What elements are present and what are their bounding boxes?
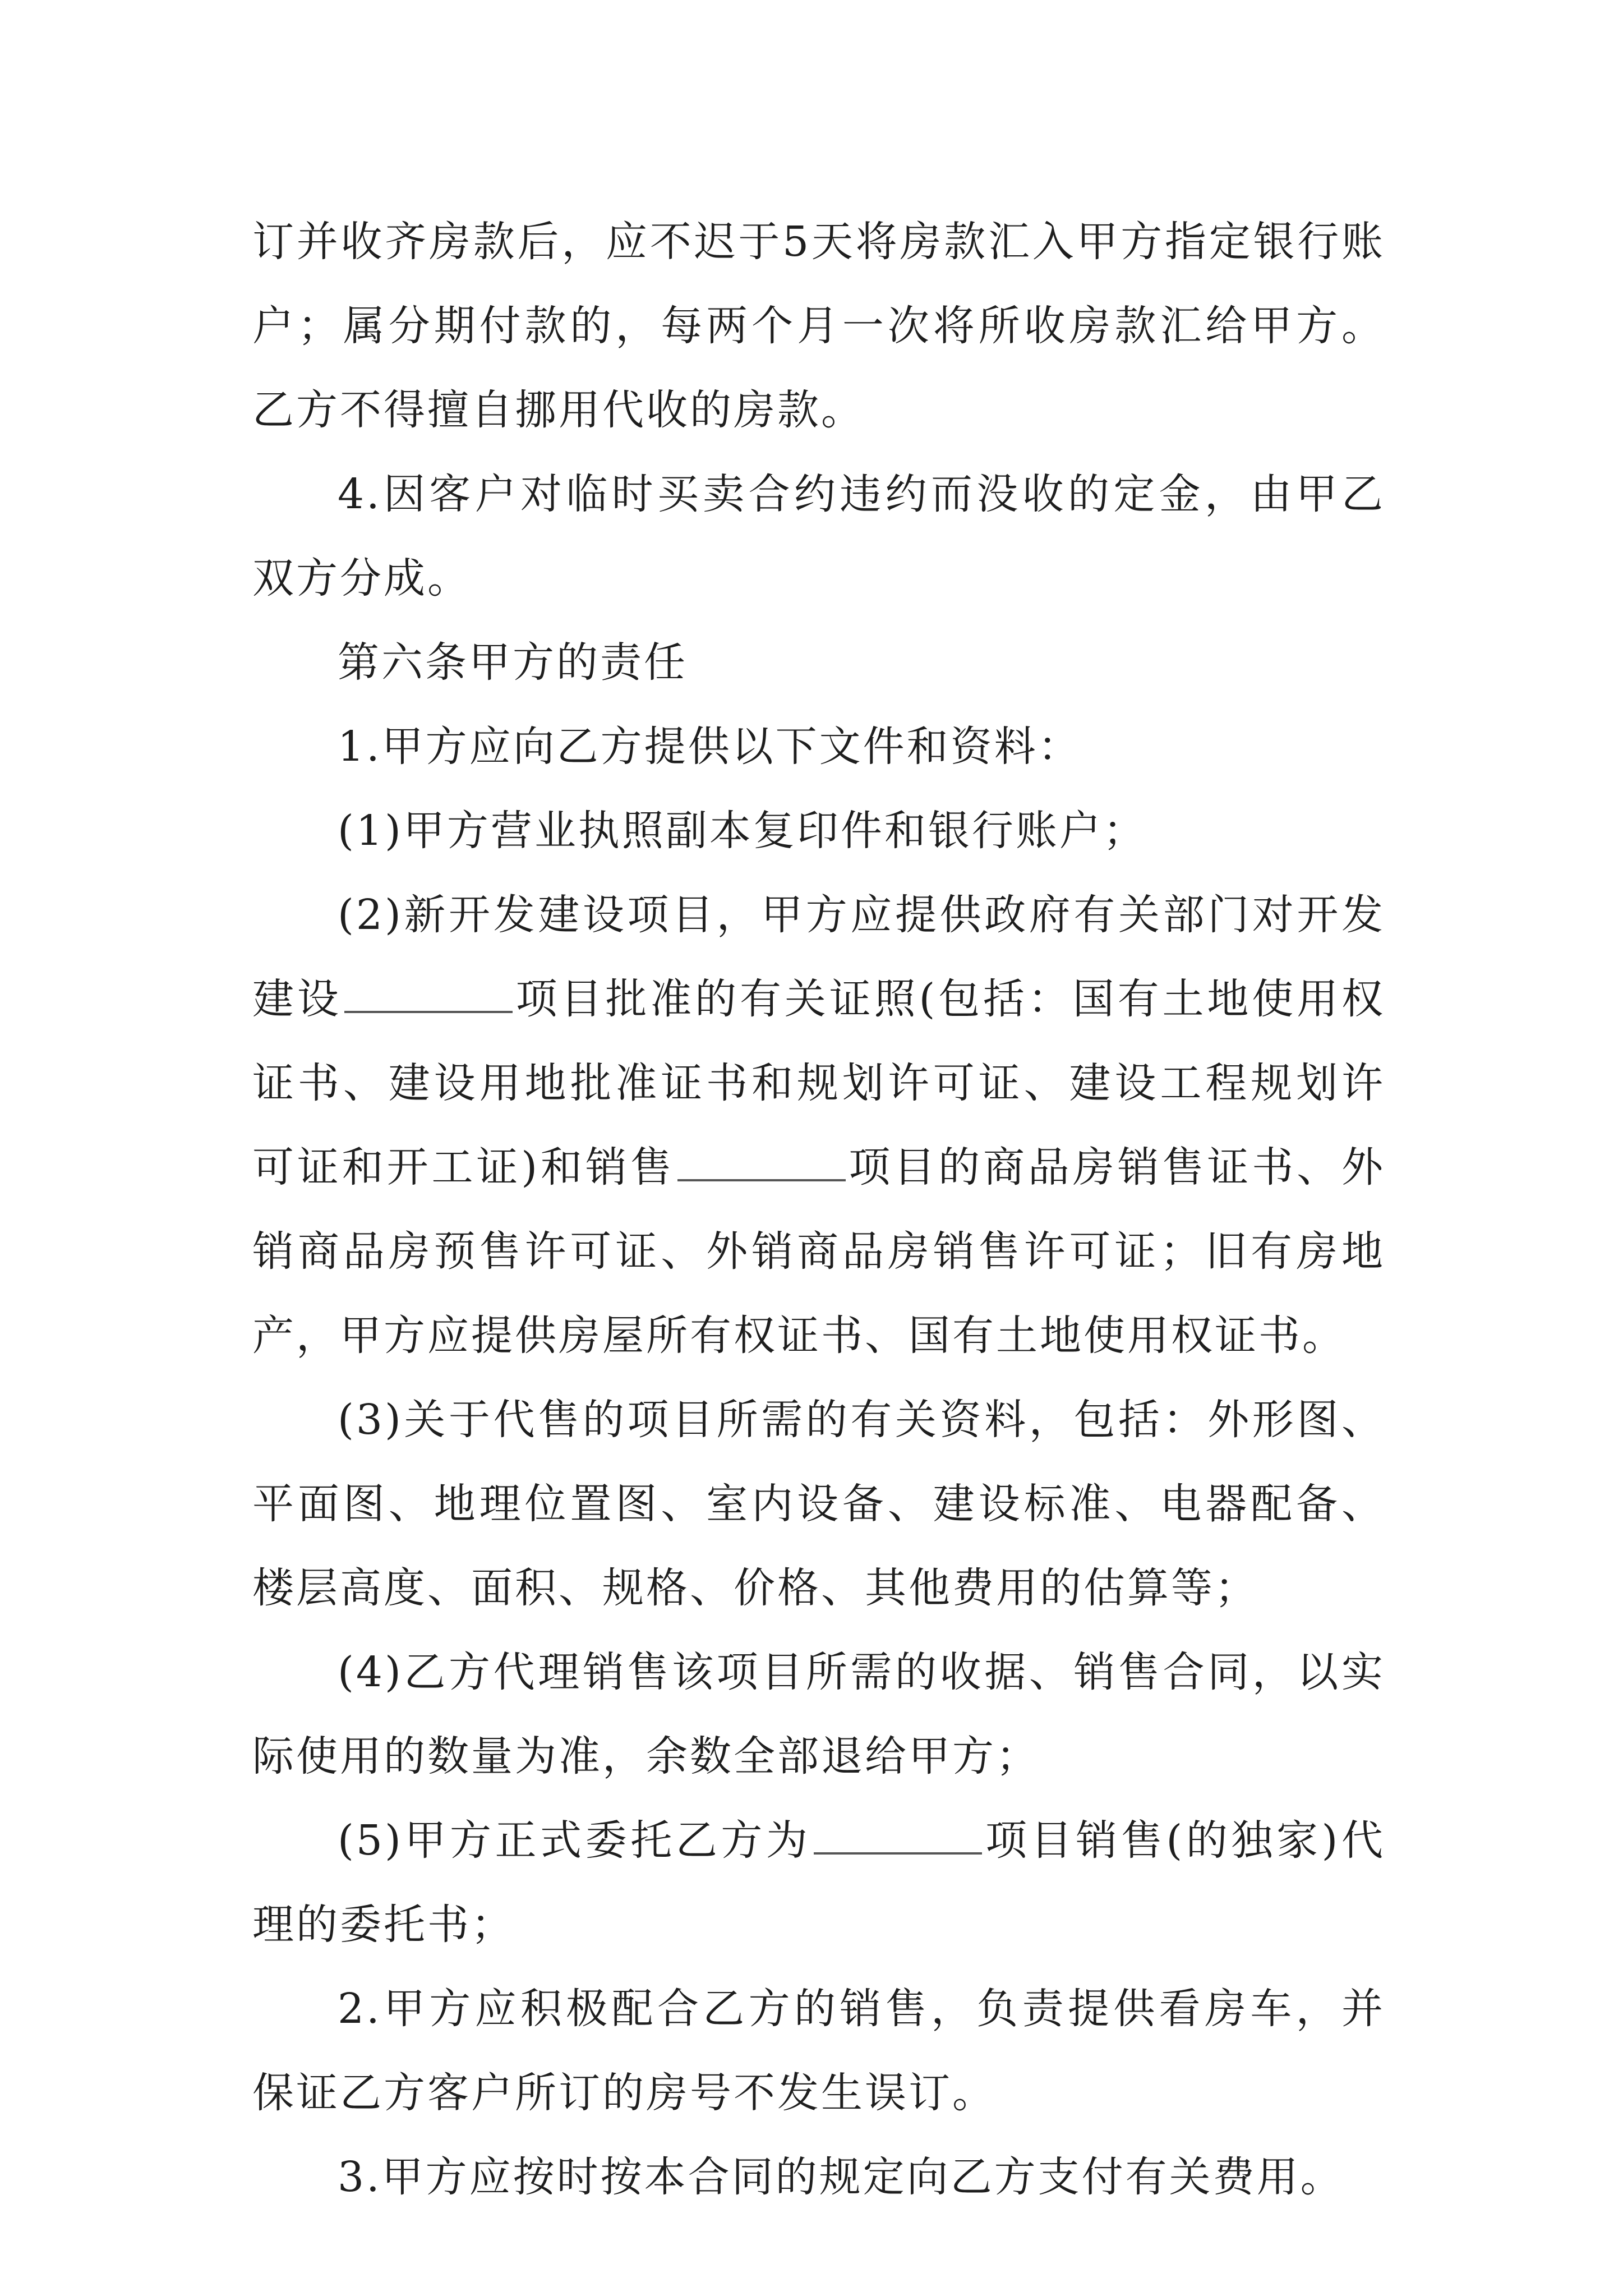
list-item-3 <box>252 1378 1385 1630</box>
paragraph-cooperate-sales <box>252 1967 1385 2135</box>
paragraph-documents-list <box>252 705 1385 789</box>
list-item-1 <box>252 789 1385 873</box>
paragraph-text: 4.因客户对临时买卖合约违约而没收的定金，由甲乙双方分成。 <box>252 470 1385 602</box>
heading-text: 第六条甲方的责任 <box>338 638 688 687</box>
paragraph-text: 2.甲方应积极配合乙方的销售，负责提供看房车，并保证乙方客户所订的房号不发生误订。 <box>252 1985 1385 2117</box>
list-item-text: (5)甲方正式委托乙方为 <box>338 1816 811 1865</box>
list-item-text: (4)乙方代理销售该项目所需的收据、销售合同，以实际使用的数量为准，余数全部退给甲方； <box>252 1648 1385 1780</box>
section-heading-article-6 <box>252 620 1385 705</box>
document-body <box>252 200 1385 2219</box>
list-item-5 <box>252 1798 1385 1967</box>
paragraph-pay-fees <box>252 2135 1385 2219</box>
list-item-text: 项目销售(的独家)代理的委托书； <box>252 1816 1385 1949</box>
list-item-text: (2)新开发建设项目，甲方应提供政府有关部门对开发建设 <box>252 891 1385 1023</box>
paragraph-text: 3.甲方应按时按本合同的规定向乙方支付有关费用。 <box>338 2153 1344 2201</box>
list-item-text: 项目批准的有关证照(包括：国有土地使用权证书、建设用地批准证书和规划许可证、建设工程规划许可证和开工证)和销售 <box>252 975 1386 1191</box>
list-item-2 <box>252 873 1385 1378</box>
list-item-text: (1)甲方营业执照副本复印件和银行账户； <box>338 807 1147 855</box>
list-item-text: (3)关于代售的项目所需的有关资料，包括：外形图、平面图、地理位置图、室内设备、建设标准、电器配备、楼层高度、面积、规格、价格、其他费用的估算等； <box>252 1396 1385 1612</box>
paragraph-text: 1.甲方应向乙方提供以下文件和资料： <box>338 723 1082 771</box>
list-item-text: 项目的商品房销售证书、外销商品房预售许可证、外销商品房销售许可证；旧有房地产，甲方应提供房屋所有权证书、国有土地使用权证书。 <box>252 1143 1385 1360</box>
fill-in-blank[interactable] <box>344 978 513 1013</box>
fill-in-blank[interactable] <box>814 1820 982 1855</box>
paragraph-deposit-split <box>252 452 1385 620</box>
fill-in-blank[interactable] <box>677 1147 846 1181</box>
paragraph-payment-remittance <box>252 200 1385 452</box>
list-item-4 <box>252 1630 1385 1798</box>
paragraph-text: 订并收齐房款后，应不迟于5天将房款汇入甲方指定银行账户；属分期付款的，每两个月一次将所收房款汇给甲方。乙方不得擅自挪用代收的房款。 <box>252 218 1385 434</box>
